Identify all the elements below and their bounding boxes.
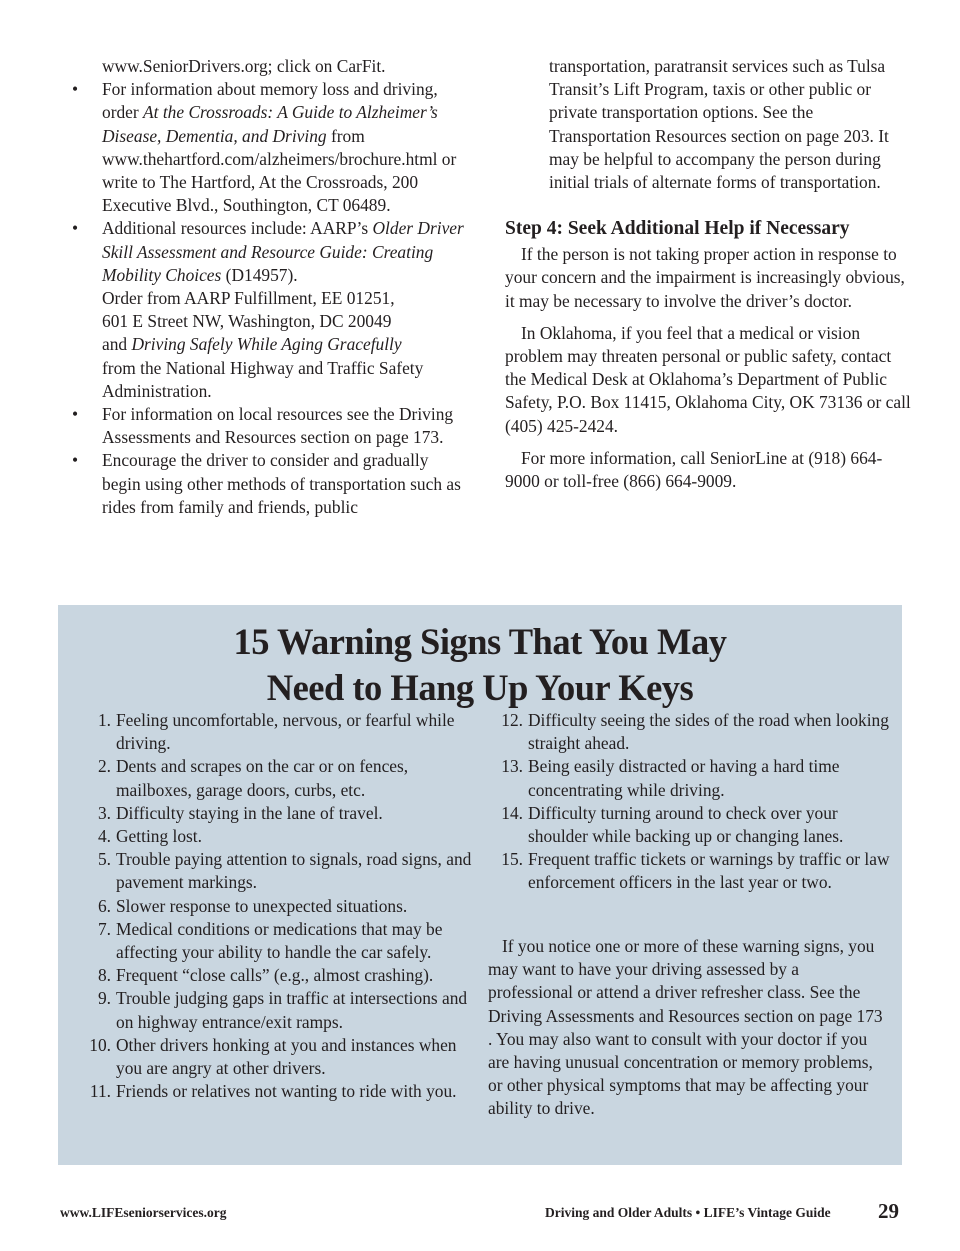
list-item: • For information on local resources see the Driving Assessments and Resources section on page 173. [70,403,470,449]
warning-signs-list-left [78,709,478,1103]
warning-signs-list-right [490,709,890,895]
list-item: 12. Difficulty seeing the sides of the road when looking straight ahead. [501,710,889,754]
step-heading: Step 4: Seek Additional Help if Necessary [505,218,850,240]
list-item: 10. Other drivers honking at you and instances when you are angry at other drivers. [89,1034,457,1079]
list-item: 6. Slower response to unexpected situations. [97,895,408,916]
aarp-order-line: Order from AARP Fulfillment, EE 01251, [102,288,395,309]
closing-paragraph: If you notice one or more of these warning signs, you may want to have your driving assessed by a professional or attend a driver refresher class. See the Driving Assessments and Resources section on page 173 . You may also want to consult with your doctor if you are having unusual concentration or memory problems, or other physical symptoms that may be affecting your ability to drive. [488,936,883,1119]
page-number: 29 [878,1199,899,1223]
continuation-text: www.SeniorDrivers.org; click on CarFit. [102,56,386,76]
list-item: 13. Being easily distracted or having a hard time concentrating while driving. [501,756,840,800]
list-item: 3. Difficulty staying in the lane of travel. [97,802,383,823]
list-item: 15. Frequent traffic tickets or warnings by traffic or law enforcement officers in the last year or two. [501,849,890,893]
warning-signs-box [58,605,902,1165]
list-item: 5. Trouble paying attention to signals, road signs, and pavement markings. [97,849,472,893]
footer-guide-title: Driving and Older Adults • LIFE’s Vintage Guide [545,1205,831,1220]
list-item: 2. Dents and scrapes on the car or on fences, mailboxes, garage doors, curbs, etc. [97,756,409,800]
list-item: • For information about memory loss and driving, order At the Crossroads: A Guide to Alzheimer’s Disease, Dementia, and Driving from www.thehartford.com/alzheimers/brochure.html or write to The Hartford, At the Crossroads, 200 Executive Blvd., Southington, CT 06489. [70,78,470,217]
list-item: • Additional resources include: AARP’s Older Driver Skill Assessment and Resource Guide: Creating Mobility Choices (D14957). Order from AARP Fulfillment, EE 01251, 601 E Street NW, Washington, DC 20049 and Driving Safely While Aging Gracefully from the National Highway and Traffic Safety Administration. [70,217,470,403]
paragraph: If the person is not taking proper action in response to your concern and the impairment is increasingly obvious, it may be necessary to involve the driver’s doctor. [505,244,905,311]
list-item: 7. Medical conditions or medications that may be affecting your ability to handle the car safely. [97,918,443,963]
list-item: 4. Getting lost. [97,826,202,847]
list-item: 14. Difficulty turning around to check over your shoulder while backing up or changing lanes. [501,802,844,847]
nhtsa-title: Driving Safely While Aging Gracefully [131,334,402,355]
paragraph: In Oklahoma, if you feel that a medical or vision problem may threaten personal or public safety, contact the Medical Desk at Oklahoma’s Department of Public Safety, P.O. Box 11415, Oklahoma City, OK 73136 or call (405) 425-2424. [505,322,911,436]
box-title: 15 Warning Signs That You May Need to Hang Up Your Keys [233,621,727,708]
list-item: 9. Trouble judging gaps in traffic at intersections and on highway entrance/exit ramps. [97,988,468,1032]
paragraph: For more information, call SeniorLine at (918) 664-9000 or toll-free (866) 664-9009. [505,447,883,492]
right-column [505,55,915,502]
aarp-order-line: 601 E Street NW, Washington, DC 20049 [102,311,392,332]
left-column [70,55,470,519]
resource-list [70,78,470,519]
list-item: 1. Feeling uncomfortable, nervous, or fearful while driving. [97,710,455,754]
list-item: • Encourage the driver to consider and gradually begin using other methods of transportation such as rides from family and friends, public [70,449,470,519]
continuation-text: transportation, paratransit services such as Tulsa Transit’s Lift Program, taxis or other public or private transportation options. See the Transportation Resources section on page 203. It may be helpful to accompany the person during initial trials of alternate forms of transportation. [549,56,889,193]
footer-website: www.LIFEseniorservices.org [60,1205,227,1220]
list-item: 11. Friends or relatives not wanting to ride with you. [89,1081,457,1102]
list-item: 8. Frequent “close calls” (e.g., almost crashing). [97,965,434,986]
